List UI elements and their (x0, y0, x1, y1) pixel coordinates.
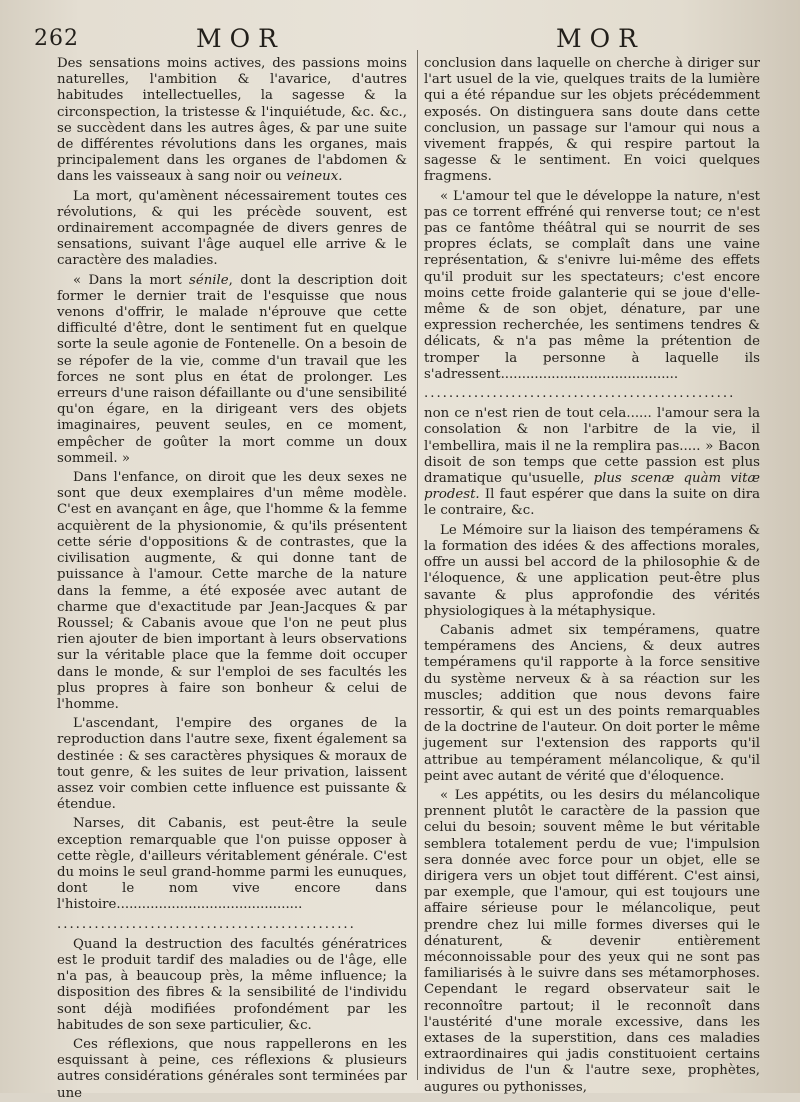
running-head-right: MOR (556, 24, 645, 53)
column-divider (417, 50, 418, 1080)
quoted-paragraph: « Dans la mort sénile, dont la description doit former le dernier trait de l'esquisse que nous venons d'offrir, le malade n'éprouve que cette difficulté d'être, dont le sentiment fut en quelque sorte la seule agonie de Fontenelle. On a besoin de se répofer de la vie, comme d'un travail que les forces ne sont plus en état de prolonger. Les erreurs d'une raison défaillante ou d'une sensibilité qu'on égare, en la dirigeant vers des objets imaginaires, peuvent seules, en ce moment, empêcher de goûter la mort comme un doux sommeil. » (57, 272, 407, 466)
paragraph: Cabanis admet six tempéramens, quatre tempéramens des Anciens, & deux autres tempéramens qu'il rapporte à la force sensitive du système nerveux & à sa réaction sur les muscles; addition que nous devons faire ressortir, & qui est un des points remarquables de la doctrine de l'auteur. On doit porter le même jugement sur l'extension des rapports qu'il attribue au tempérament mélancolique, & qu'il peint avec autant de vérité que d'éloquence. (424, 622, 760, 784)
running-head-left: MOR (196, 24, 285, 53)
paragraph: conclusion dans laquelle on cherche à diriger sur l'art usuel de la vie, quelques traits de la lumière qui a été répandue sur les objets précédemment exposés. On distinguera sans doute dans cette conclusion, un passage sur l'amour qui nous a vivement frappés, & qui respire partout la sagesse & le sentiment. En voici quelques fragmens. (424, 56, 760, 185)
paragraph: Ces réflexions, que nous rappellerons en les esquissant à peine, ces réflexions & plusieurs autres considérations générales sont terminées par une (57, 1036, 407, 1101)
paragraph: La mort, qu'amènent nécessairement toutes ces révolutions, & qui les précède souvent, est ordinairement accompagnée de divers genres de sensations, suivant l'âge auquel elle arrive & le caractère des maladies. (57, 188, 407, 269)
page-number: 262 (34, 26, 79, 51)
quoted-paragraph: « Les appétits, ou les desirs du mélancolique prennent plutôt le caractère de la passion que celui du besoin; souvent même le but véritable semblera totalement perdu de vue; l'impulsion sera donnée avec force pour un objet, elle se dirigera vers un objet tout différent. C'est ainsi, par exemple, que l'amour, qui est toujours une affaire sérieuse pour le mélancolique, peut prendre chez lui mille formes diverses qui le dénaturent, & devenir entièrement méconnoissable pour des yeux qui ne sont pas familiarisés à le suivre dans ses métamorphoses. Cependant le regard observateur sait le reconnoître partout; il le reconnoît dans l'austérité d'une morale excessive, dans les extases de la superstition, dans ces maladies extraordinaires qui jadis constituoient certains individus de l'un & l'autre sexe, prophètes, augures ou pythonisses, (424, 787, 760, 1095)
left-column (57, 56, 407, 1101)
ellipsis-line: .................................................. (424, 386, 736, 402)
right-column (424, 56, 761, 1095)
paragraph: non ce n'est rien de tout cela...... l'amour sera la consolation & non l'arbitre de la vie, il l'embellira, mais il ne la remplira pas..... » Bacon disoit de son temps que cette passion est plus dramatique qu'usuelle, plus scenæ quàm vitæ prodest. Il faut espérer que dans la suite on dira le contraire, &c. (424, 406, 761, 519)
paragraph: L'ascendant, l'empire des organes de la reproduction dans l'autre sexe, fixent également sa destinée : & ses caractères physiques & moraux de tout genre, & les suites de leur privation, laissent assez voir combien cette influence est puissante & étendue. (57, 716, 407, 813)
paragraph: Dans l'enfance, on diroit que les deux sexes ne sont que deux exemplaires d'un même modèle. C'est en avançant en âge, que l'homme & la femme acquièrent de la physionomie, & qu'ils présentent cette série d'oppositions & de contrastes, que la civilisation augmente, & qui donne tant de puissance à l'amour. Cette marche de la nature dans la femme, a été exposée avec autant de charme que d'exactitude par Jean-Jacques & par Roussel; & Cabanis avoue que l'on ne peut plus rien ajouter de bien important à leurs observations sur la véritable place que la femme doit occuper dans le monde, & sur l'emploi de ses facultés les plus propres à faire son bonheur & celui de l'homme. (57, 470, 407, 712)
paragraph: Quand la destruction des facultés génératrices est le produit tardif des maladies ou de l'âge, elle n'a pas, à beaucoup près, la même influence; la disposition des fibres & la sensibilité de l'individu sont déjà modifiées profondément par les habitudes de son sexe particulier, &c. (57, 936, 407, 1033)
paragraph: Des sensations moins actives, des passions moins naturelles, l'ambition & l'avarice, d'autres habitudes intellectuelles, la sagesse & la circonspection, la tristesse & l'inquiétude, &c. &c., se succèdent dans les autres âges, & par une suite de différentes révolutions dans les organes, mais principalement dans les organes de l'abdomen & dans les vaisseaux à sang noir ou veineux. (57, 56, 407, 185)
quoted-paragraph: « L'amour tel que le développe la nature, n'est pas ce torrent effréné qui renverse tout; ce n'est pas ce fantôme théâtral qui se nourrit de ses propres éclats, se complaît dans une vaine représentation, & s'enivre lui-même des effets qu'il produit sur les spectateurs; c'est encore moins cette froide galanterie qui se joue d'elle-même & de son objet, dénature, par une expression recherchée, les sentimens tendres & délicats, & n'a pas même la prétention de tromper la personne à laquelle ils s'adressent.......................................... (424, 188, 760, 382)
paragraph: Le Mémoire sur la liaison des tempéramens & la formation des idées & des affections morales, offre un aussi bel accord de la philosophie & de l'éloquence, & une application peut-être plus savante & plus approfondie des vérités physiologiques à la métaphysique. (424, 522, 760, 619)
ellipsis-line: ................................................ (57, 916, 356, 932)
running-head (0, 18, 800, 54)
paragraph: Narses, dit Cabanis, est peut-être la seule exception remarquable que l'on puisse opposer à cette règle, d'ailleurs véritablement générale. C'est du moins le seul grand-homme parmi les eunuques, dont le nom vive encore dans l'histoire............................................ (57, 816, 407, 913)
